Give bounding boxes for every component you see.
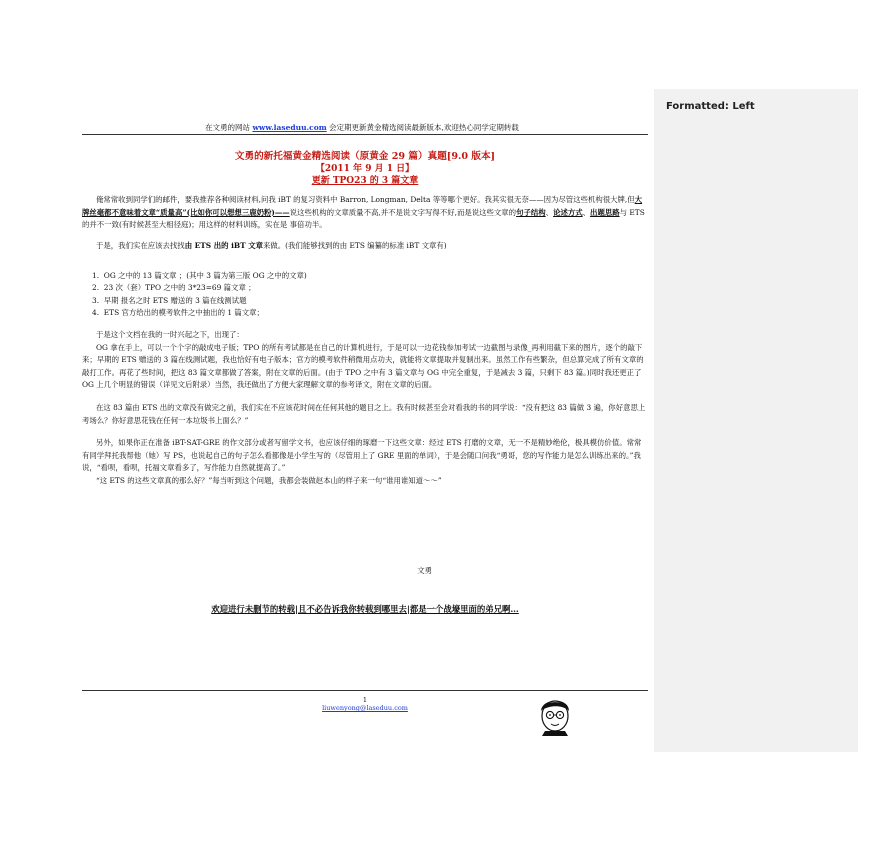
list-item (82, 295, 648, 307)
intro-paragraph-1 (82, 194, 648, 232)
story-paragraph-1: OG 拿在手上，可以一个个字的敲成电子版；TPO 的所有考试都是在自己的计算机进行，于是可以一边花钱参加考试一边截图与录像_再利用截下来的图片，逐个的敲下来；早期的 ETS 赠送的 3 篇在线测试题，我也恰好有电子版本；官方的模考软件稍微用点功夫，就能将文章提取并复制出来。虽然工作有些繁杂，但总算完成了所有文章的敲打工作。再花了些时间，把这 83 篇文章都做了答案，附在文章的后面。(由于 TPO 之中有 3 篇文章与 OG 中完全重复，于是减去 3 篇，只剩下 83 篇。)同时我还更正了 OG 上几个明显的错误（详见文后附录）当然，我还做出了方便大家理解文章的参考译文，附在文章的后面。 (82, 342, 644, 390)
emphasis-text: 句子结构 (516, 207, 546, 217)
intro-paragraph-2 (82, 240, 648, 253)
page-header (82, 122, 642, 133)
emphasis-text: 大牌丝毫都不意味着文章“质量高”(比如你可以想想三鹿奶粉)—— (82, 195, 643, 217)
story-lead: 于是这个文档在我的一时兴起之下，出现了： (96, 330, 244, 339)
emphasis-text: 出题思路 (590, 207, 620, 217)
list-text: ETS 官方给出的模考软件之中抽出的 1 篇文章； (103, 307, 264, 317)
share-note: 欢迎进行未删节的转载|且不必告诉我你转载到哪里去|都是一个战壕里面的弟兄啊… (211, 604, 519, 614)
page-number: 1 (362, 696, 368, 704)
list-text: OG 之中的 13 篇文章 ；(其中 3 篇为第三版 OG 之中的文章) (103, 271, 307, 280)
comment-sidebar (654, 89, 858, 752)
text-run: 与 ETS 的并不一致(有时候甚至大相径庭)；用这样的材料训练，实在是 事倍功半。 (82, 207, 645, 230)
list-number: 2. (92, 283, 100, 293)
source-list (82, 270, 648, 319)
list-number: 4. (92, 307, 100, 317)
format-comment: Formatted: Left (666, 101, 755, 112)
text-run: 俺常常收到同学们的邮件，要我推荐各种阅读材料,问我 iBT 的复习资料中 Barron, Longman, Delta 等等哪个更好。我其实很无奈——因为尽管这些机构很大牌,但 (96, 195, 635, 204)
emphasis-text: 由 ETS 出的 iBT 文章 (184, 240, 263, 250)
doc-date: 【2011 年 9 月 1 日】 (315, 164, 415, 174)
text-run: 来做。(我们能够找到的由 ETS 编纂的标准 iBT 文章有) (262, 240, 447, 250)
list-text: 早期 报名之时 ETS 赠送的 3 篇在线测试题 (103, 295, 247, 305)
header-divider (82, 134, 648, 135)
header-suffix: 会定期更新黄金精选阅读最新版本,欢迎热心同学定期转载 (326, 123, 519, 132)
emphasis-text: 论述方式 (553, 207, 583, 217)
email-link[interactable]: liuwenyong@laseduu.com (322, 704, 408, 712)
text-run: 说这些机构的文章质量不高,并不是说文字写得不好,而是说这些文章的 (289, 207, 517, 217)
doc-title: 文勇的新托福黄金精选阅读（原黄金 29 篇）真题[9.0 版本] (234, 151, 496, 162)
intro-section (82, 194, 648, 252)
story-paragraph-3: 另外，如果你正在准备 iBT-SAT-GRE 的作文部分或者写留学文书，也应该仔细的琢磨一下这些文章：经过 ETS 打磨的文章，无一不是精妙绝伦，极具模仿价值。常常有同学拜托我帮他（她）写 PS，也说起自己的句子怎么看都像是小学生写的（尽管用上了 GRE 里面的单词），于是会随口问我“勇哥，您的写作能力是怎么训练出来的。”我说，“看呗，看呗，托福文章看多了，写作能力自然就提高了。” (82, 438, 642, 473)
story-section (82, 329, 648, 488)
list-item (82, 307, 648, 319)
text-run: 于是，我们实在应该去找找 (96, 240, 185, 250)
author-avatar (532, 690, 578, 736)
list-number: 1. (92, 271, 100, 280)
story-paragraph-2: 在这 83 篇由 ETS 出的文章没有做完之前，我们实在不应该花时间在任何其他的题目之上。我有时候甚至会对看我的书的同学说：“没有把这 83 篇做 3 遍，你好意思上考场么？你好意思花钱在任何一本垃圾书上面么？” (82, 402, 646, 425)
story-paragraph-4: “这 ETS 的这些文章真的那么好？”每当听到这个问题，我都会装做赵本山的样子来一句“谁用谁知道～～” (96, 475, 442, 485)
text-run: 、 (545, 207, 554, 217)
header-prefix: 在文勇的网站 (205, 123, 253, 132)
list-item (82, 270, 648, 282)
list-item (82, 282, 648, 294)
list-text: 23 次（套）TPO 之中的 3*23=69 篇文章 ； (103, 283, 256, 293)
signature: 文勇 (417, 566, 432, 575)
doc-update-note: 更新 TPO23 的 3 篇文章 (311, 176, 419, 186)
list-number: 3. (92, 295, 100, 305)
site-link[interactable]: www.laseduu.com (252, 123, 327, 132)
text-run: 、 (582, 207, 591, 217)
